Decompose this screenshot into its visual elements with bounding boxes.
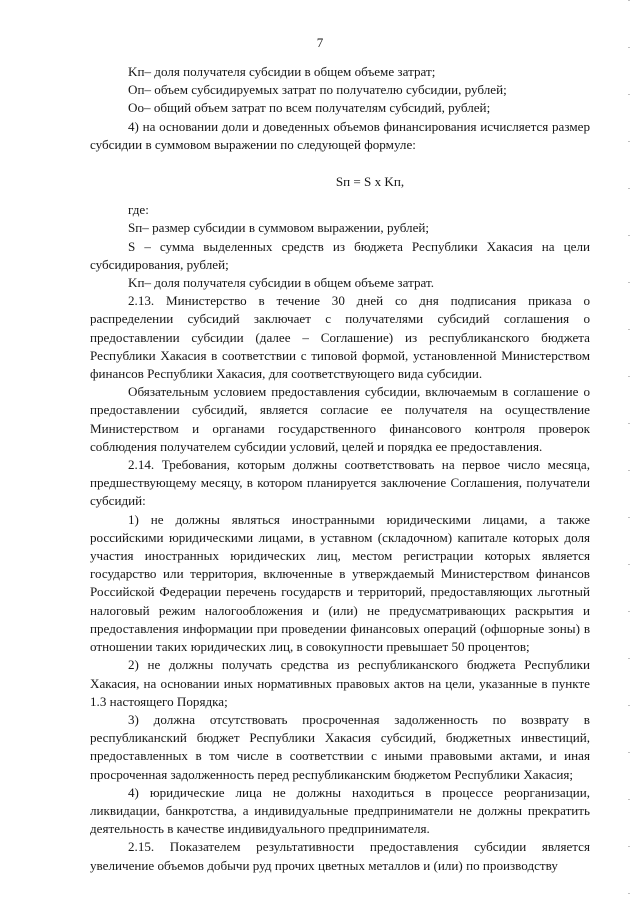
formula: Sп = S x Kп, <box>335 174 405 190</box>
definition-oo: Оо– общий объем затрат по всем получателям субсидий, рублей; <box>128 100 491 116</box>
requirement-4: 4) юридические лица не должны находиться в процессе реорганизации, ликвидации, банкротства, а индивидуальные предприниматели не должны прекратить деятельность в качестве индивидуального предпринимателя. <box>90 784 590 837</box>
mandatory-condition: Обязательным условием предоставления субсидии, включаемым в соглашение о предоставлении субсидий, является согласие ее получателя на осуществление Министерством и органами государственного финансового контроля проверок соблюдения получателем субсидии условий, целей и порядка ее предоставления. <box>90 384 590 454</box>
requirement-3: 3) должна отсутствовать просроченная задолженность по возврату в республиканский бюджет Республики Хакасия субсидий, бюджетных инвестиций, предоставленных в том числе в соответствии с иными правовыми актами, и иная просроченная задолженность перед республиканским бюджетом Республики Хакасия; <box>90 711 590 782</box>
where-label: где: <box>128 202 149 218</box>
page-number: 7 <box>316 35 324 50</box>
requirement-2: 2) не должны получать средства из республиканского бюджета Республики Хакасия, на основании иных нормативных правовых актов на цели, указанные в пункте 1.3 настоящего Порядка; <box>90 657 590 709</box>
definition-kn: Kп– доля получателя субсидии в общем объеме затрат. <box>128 275 434 291</box>
section-2-14: 2.14. Требования, которым должны соответствовать на первое число месяца, предшествующему месяцу, в котором планируется заключение Соглашения, получатели субсидий: <box>90 457 590 509</box>
definition-sp: Sп– размер субсидии в суммовом выражении, рублей; <box>128 220 430 236</box>
requirement-1: 1) не должны являться иностранными юридическими лицами, а также российскими юридическими лицами, в уставном (складочном) капитале которых доля участия иностранных юридических лиц, местом регистрации которых является государство или территория, включенные в утверждаемый Министерством финансов Российской Федерации перечень государств и территорий, предоставляющих льготный налоговый режим налогообложения и (или) не предусматривающих раскрытия и предоставления информации при проведении финансовых операций (офшорные зоны) в отношении таких юридических лиц, в совокупности превышает 50 процентов; <box>90 511 590 655</box>
definition-kp: Kп– доля получателя субсидии в общем объеме затрат; <box>128 64 436 79</box>
section-2-15: 2.15. Показателем результативности предоставления субсидии является увеличение объемов добычи руд прочих цветных металлов и (или) по производству <box>90 839 590 873</box>
scan-edge-marks <box>628 0 630 905</box>
definition-op: Оп– объем субсидируемых затрат по получателю субсидии, рублей; <box>128 82 507 98</box>
clause-4-calculation: 4) на основании доли и доведенных объемов финансирования исчисляется размер субсидии в суммовом выражении по следующей формуле: <box>90 118 590 152</box>
section-2-13: 2.13. Министерство в течение 30 дней со дня подписания приказа о распределении субсидий заключает с получателями субсидий соглашения о предоставлении субсидии (далее – Соглашение) из республиканского бюджета Республики Хакасия в соответствии с типовой формой, установленной Министерством финансов Республики Хакасия, для соответствующего вида субсидии. <box>90 293 590 382</box>
document-body <box>90 63 590 875</box>
definition-s: S – сумма выделенных средств из бюджета Республики Хакасия на цели субсидирования, рублей; <box>90 238 590 272</box>
